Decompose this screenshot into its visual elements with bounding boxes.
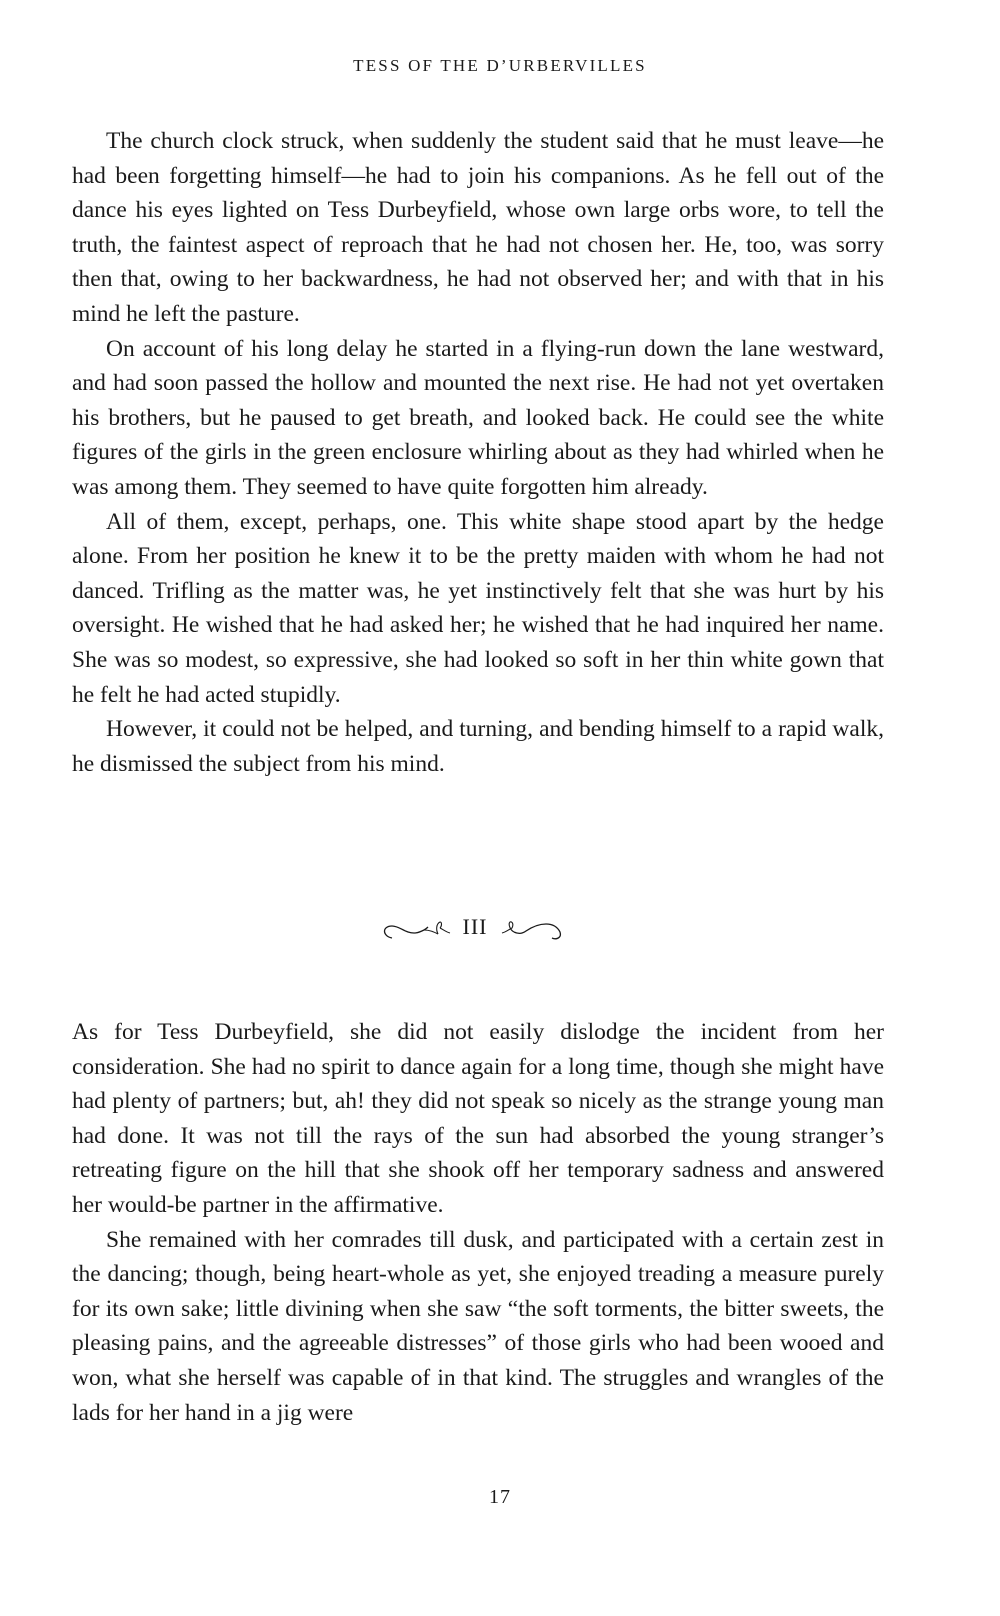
paragraph: All of them, except, perhaps, one. This white shape stood apart by the hedge alone. From her position he knew it to be the pretty maiden with whom he had not danced. Trifling as the matter was, he yet instinctively felt that she was hurt by his oversight. He wished that he had asked her; he wished that he had inquired her name. She was so modest, so expressive, she had looked so soft in her thin white gown that he felt he had acted stupidly. <box>72 508 884 708</box>
flourish-left-icon <box>380 918 458 944</box>
running-head: TESS OF THE D’URBERVILLES <box>353 56 647 75</box>
paragraph: However, it could not be helped, and turning, and bending himself to a rapid walk, he dismissed the subject from his mind. <box>72 716 884 777</box>
flourish-right-icon <box>496 918 574 944</box>
paragraph: The church clock struck, when suddenly the student said that he must leave—he had been forgetting himself—he had to join his companions. As he fell out of the dance his eyes lighted on Tess Durbeyfield, whose own large orbs wore, to tell the truth, the faintest aspect of reproach that he had not chosen her. He, too, was sorry then that, owing to her backwardness, he had not observed her; and with that in his mind he left the pasture. <box>72 128 884 327</box>
paragraph: As for Tess Durbeyfield, she did not easily dislodge the incident from her consideration. She had no spirit to dance again for a long time, though she might have had plenty of partners; but, ah! they did not speak so nicely as the strange young man had done. It was not till the rays of the sun had absorbed the young stranger’s retreating figure on the hill that she shook off her temporary sadness and answered her would-be partner in the affirmative. <box>72 1019 884 1218</box>
paragraph: On account of his long delay he started in a flying-run down the lane westward, and had soon passed the hollow and mounted the next rise. He had not yet overtaken his brothers, but he paused to get breath, and looked back. He could see the white figures of the girls in the green enclosure whirling about as they had whirled when he was among them. They seemed to have quite forgotten him already. <box>72 335 884 500</box>
text-block-before-chapter <box>72 124 884 781</box>
text-block-after-chapter <box>72 1015 884 1430</box>
chapter-heading <box>0 912 1000 952</box>
paragraph: She remained with her comrades till dusk, and participated with a certain zest in the dancing; though, being heart-whole as yet, she enjoyed treading a measure purely for its own sake; little divining when she saw “the soft torments, the bitter sweets, the pleasing pains, and the agreeable distresses” of those girls who had been wooed and won, what she herself was capable of in that kind. The struggles and wrangles of the lads for her hand in a jig were <box>72 1226 884 1426</box>
chapter-number: III <box>462 914 488 939</box>
page-number: 17 <box>489 1486 511 1508</box>
